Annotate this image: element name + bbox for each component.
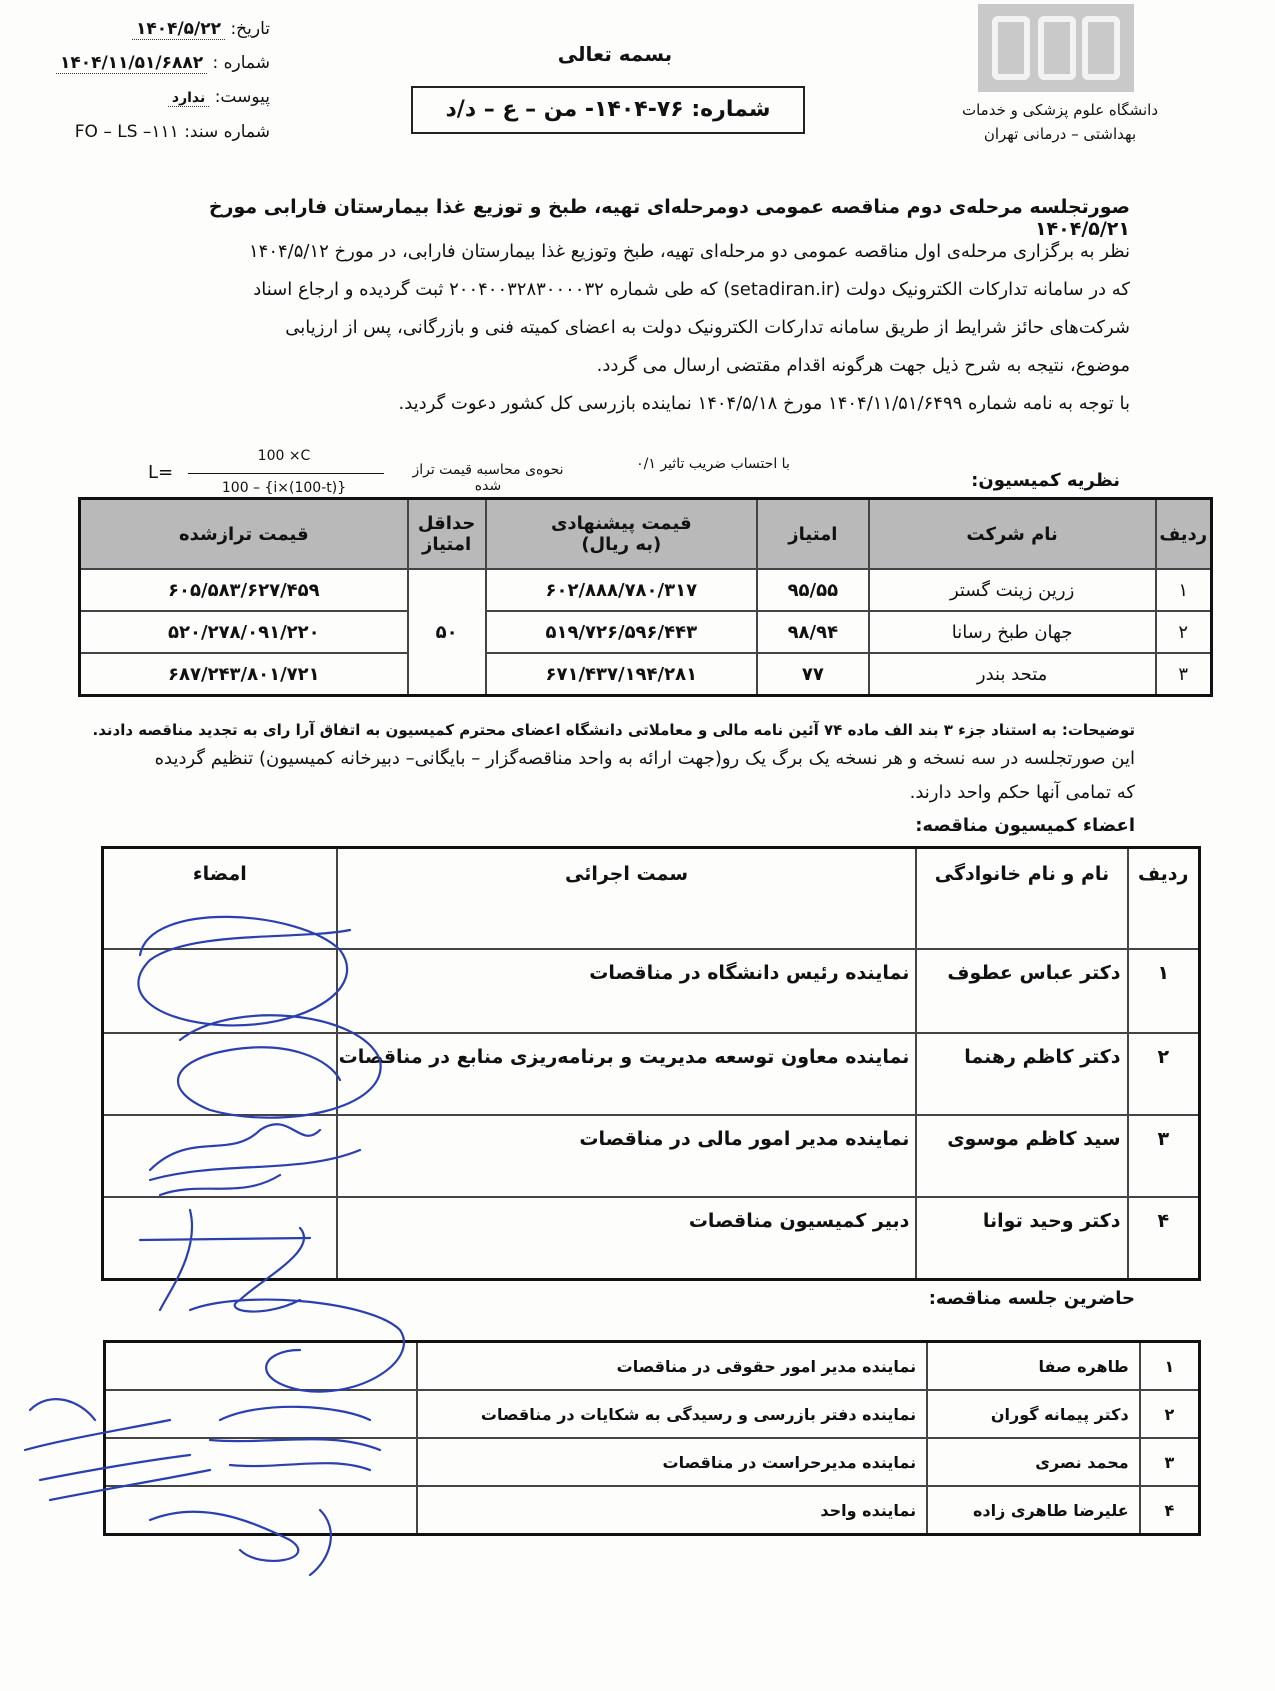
attendee-name: دکتر پیمانه گوران — [927, 1390, 1140, 1438]
university-name — [960, 98, 1160, 146]
attendees-label: حاضرین جلسه مناقصه: — [928, 1288, 1135, 1309]
row-index: ۴ — [1140, 1486, 1200, 1535]
table-row — [103, 949, 1200, 1033]
header-meta — [40, 12, 270, 149]
row-index: ۳ — [1128, 1115, 1200, 1197]
header-adjusted-price: قیمت ترازشده — [80, 499, 408, 570]
fraction-bar — [188, 473, 384, 474]
row-index: ۲ — [1156, 611, 1212, 653]
table-row — [80, 653, 1212, 696]
signature-cell — [105, 1486, 417, 1535]
signature-cell — [103, 1033, 337, 1115]
adjusted-price: ۶۰۵/۵۸۳/۶۲۷/۴۵۹ — [80, 569, 408, 611]
signature-cell — [105, 1390, 417, 1438]
row-index: ۳ — [1156, 653, 1212, 696]
member-role: نماینده رئیس دانشگاه در مناقصات — [337, 949, 917, 1033]
body-text — [170, 233, 1130, 423]
attendee-name: طاهره صفا — [927, 1342, 1140, 1391]
header-row-index: ردیف — [1156, 499, 1212, 570]
university-logo — [978, 4, 1134, 92]
signature-cell — [103, 949, 337, 1033]
attachment-value: ندارد — [168, 90, 209, 107]
attendee-role: نماینده مدیرحراست در مناقصات — [417, 1438, 928, 1486]
signature-cell — [103, 1197, 337, 1279]
header-min-line1: حداقل — [417, 513, 476, 534]
attendee-name: محمد نصری — [927, 1438, 1140, 1486]
formula — [148, 448, 388, 504]
signature-cell — [105, 1438, 417, 1486]
attachment-row — [40, 80, 270, 115]
company-name: زرین زینت گستر — [869, 569, 1156, 611]
commission-opinion-label: نظریه کمیسیون: — [971, 470, 1120, 491]
table-header-row — [80, 499, 1212, 570]
table-row — [80, 569, 1212, 611]
header-min-score — [408, 499, 486, 570]
members-header-row-index: ردیف — [1128, 848, 1200, 950]
attendee-role: نماینده مدیر امور حقوقی در مناقصات — [417, 1342, 928, 1391]
row-index: ۴ — [1128, 1197, 1200, 1279]
signature-cell — [105, 1342, 417, 1391]
members-header-role: سمت اجرائی — [337, 848, 917, 950]
number-label: شماره : — [212, 53, 270, 73]
members-label: اعضاء کمیسیون مناقصه: — [915, 815, 1135, 836]
signature-cell — [103, 1115, 337, 1197]
formula-caption: نحوه‌ی محاسبه قیمت تراز شده — [412, 462, 564, 494]
offered-price: ۶۰۲/۸۸۸/۷۸۰/۳۱۷ — [486, 569, 757, 611]
member-name: دکتر عباس عطوف — [916, 949, 1127, 1033]
table-row — [105, 1486, 1200, 1535]
member-role: دبیر کمیسیون مناقصات — [337, 1197, 917, 1279]
members-table — [101, 846, 1201, 1281]
header-min-line2: امتیاز — [422, 534, 472, 555]
results-table — [78, 497, 1213, 697]
member-role: نماینده مدیر امور مالی در مناقصات — [337, 1115, 917, 1197]
coefficient-note: با احتساب ضریب تاثیر ۰/۱ — [636, 456, 790, 472]
attendee-role: نماینده واحد — [417, 1486, 928, 1535]
table-row — [103, 1033, 1200, 1115]
notes-line: که تمامی آنها حکم واحد دارند. — [909, 782, 1135, 803]
row-index: ۳ — [1140, 1438, 1200, 1486]
row-index: ۲ — [1140, 1390, 1200, 1438]
row-index: ۱ — [1156, 569, 1212, 611]
score: ۷۷ — [757, 653, 869, 696]
min-score: ۵۰ — [408, 569, 486, 696]
body-line: موضوع، نتیجه به شرح ذیل جهت هرگونه اقدام مقتضی ارسال می گردد. — [596, 355, 1130, 376]
university-line1: دانشگاه علوم پزشکی و خدمات — [961, 101, 1159, 119]
body-line: که در سامانه تدارکات الکترونیک دولت (setadiran.ir) که طی شماره ۲۰۰۴۰۰۳۲۸۳۰۰۰۰۳۲ ثبت گردیده و ارجاع اسناد — [253, 279, 1130, 300]
row-index: ۲ — [1128, 1033, 1200, 1115]
attachment-label: پیوست: — [214, 87, 270, 107]
subject: صورتجلسه مرحله‌ی دوم مناقصه عمومی دومرحله‌ای تهیه، طبخ و توزیع غذا بیمارستان فارابی مورخ ۱۴۰۴/۵/۲۱ — [208, 196, 1130, 240]
university-line2: بهداشتی – درمانی تهران — [983, 125, 1137, 143]
members-header-row — [103, 848, 1200, 950]
member-name: دکتر وحید توانا — [916, 1197, 1127, 1279]
date-value: ۱۴۰۴/۵/۲۲ — [132, 19, 225, 40]
body-line: نظر به برگزاری مرحله‌ی اول مناقصه عمومی دو مرحله‌ای تهیه، طبخ وتوزیع غذا بیمارستان فارابی، در مورخ ۱۴۰۴/۵/۱۲ — [249, 241, 1130, 262]
score: ۹۸/۹۴ — [757, 611, 869, 653]
attendee-name: علیرضا طاهری زاده — [927, 1486, 1140, 1535]
header-company: نام شرکت — [869, 499, 1156, 570]
member-name: دکتر کاظم رهنما — [916, 1033, 1127, 1115]
row-index: ۱ — [1140, 1342, 1200, 1391]
bismillah: بسمه تعالی — [557, 42, 673, 66]
adjusted-price: ۶۸۷/۲۴۳/۸۰۱/۷۲۱ — [80, 653, 408, 696]
company-name: جهان طبخ رسانا — [869, 611, 1156, 653]
table-row — [103, 1197, 1200, 1279]
score: ۹۵/۵۵ — [757, 569, 869, 611]
offered-price: ۵۱۹/۷۲۶/۵۹۶/۴۴۳ — [486, 611, 757, 653]
header-price-line2: (به ریال) — [581, 534, 662, 555]
date-row — [40, 12, 270, 46]
body-line: با توجه به نامه شماره ۱۴۰۴/۱۱/۵۱/۶۴۹۹ مورخ ۱۴۰۴/۵/۱۸ نماینده بازرسی کل کشور دعوت گردید. — [398, 393, 1130, 414]
formula-numerator: 100 ×C — [257, 448, 311, 464]
attendees-table — [103, 1340, 1201, 1536]
table-row — [105, 1390, 1200, 1438]
attendee-role: نماینده دفتر بازرسی و رسیدگی به شکایات در مناقصات — [417, 1390, 928, 1438]
notes-bold: توضیحات: به استناد جزء ۳ بند الف ماده ۷۴ آئین نامه مالی و معاملاتی دانشگاه اعضای محترم کمیسیون به اتفاق آرا رای به تجدید مناقصه دادند. — [92, 721, 1135, 739]
number-row — [40, 46, 270, 80]
notes-text — [110, 742, 1135, 810]
header-price — [486, 499, 757, 570]
header-price-line1: قیمت پیشنهادی — [550, 513, 692, 534]
table-row — [105, 1438, 1200, 1486]
header-score: امتیاز — [757, 499, 869, 570]
adjusted-price: ۵۲۰/۲۷۸/۰۹۱/۲۲۰ — [80, 611, 408, 653]
number-value: ۱۴۰۴/۱۱/۵۱/۶۸۸۲ — [56, 53, 207, 74]
member-role: نماینده معاون توسعه مدیریت و برنامه‌ریزی منابع در مناقصات — [337, 1033, 917, 1115]
company-name: متحد بندر — [869, 653, 1156, 696]
body-line: شرکت‌های حائز شرایط از طریق سامانه تدارکات الکترونیک دولت به اعضای کمیته فنی و بازرگانی، پس از ارزیابی — [285, 317, 1130, 338]
offered-price: ۶۷۱/۴۳۷/۱۹۴/۲۸۱ — [486, 653, 757, 696]
row-index: ۱ — [1128, 949, 1200, 1033]
doc-number: شماره سند: FO – LS –۱۱۱ — [74, 122, 270, 142]
notes-line: این صورتجلسه در سه نسخه و هر نسخه یک برگ یک رو(جهت ارائه به واحد مناقصه‌گزار – بایگانی– دبیرخانه کمیسیون) تنظیم گردیده — [154, 748, 1135, 769]
formula-denominator: 100 – {i×(100-t)} — [221, 480, 347, 496]
reference-number: شماره: ۷۶-۱۴۰۴- من – ع – د/د — [411, 86, 805, 134]
table-row — [105, 1342, 1200, 1391]
formula-lhs: L= — [148, 462, 174, 483]
members-header-name: نام و نام خانوادگی — [916, 848, 1127, 950]
members-header-signature: امضاء — [103, 848, 337, 950]
table-row — [103, 1115, 1200, 1197]
date-label: تاریخ: — [230, 19, 270, 39]
table-row — [80, 611, 1212, 653]
member-name: سید کاظم موسوی — [916, 1115, 1127, 1197]
